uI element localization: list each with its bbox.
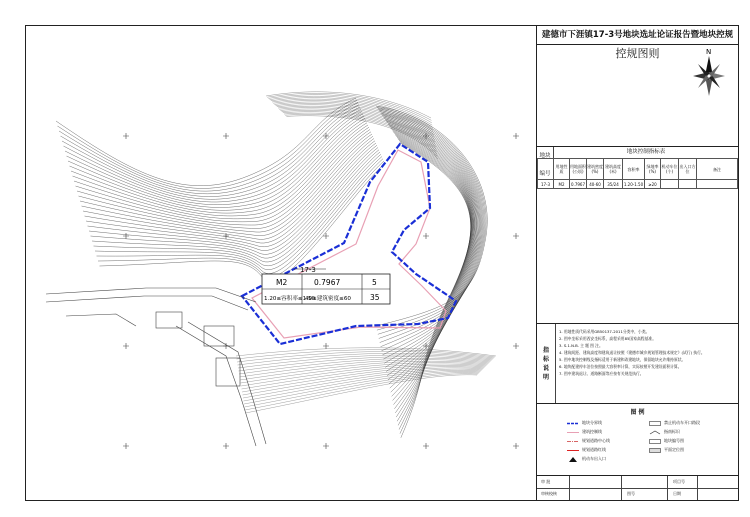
legend-item <box>567 420 602 426</box>
contour-lines <box>56 92 496 438</box>
header-cell: 容积率 <box>623 159 645 180</box>
note-item: 1. 用地性质代码采用GB50137-2011分类中，小类。 <box>559 329 650 334</box>
contour-line <box>246 375 478 413</box>
header-cell: 用地面积(公顷) <box>570 159 587 180</box>
header-cell: 出入口方位 <box>679 159 697 180</box>
block-index-box <box>262 274 390 304</box>
plan-position-symbol <box>649 448 661 453</box>
contour-line <box>244 371 480 404</box>
table-cell <box>661 180 679 189</box>
grid-cross <box>123 133 129 139</box>
date-label: 日期 <box>673 491 681 496</box>
notes-label-char: 标 <box>542 355 549 363</box>
svg-text:N: N <box>706 48 712 56</box>
table-cell: M2 <box>554 180 570 189</box>
table-cell: 35/24 <box>604 180 623 189</box>
legend-item <box>567 447 606 453</box>
approve-label: 审 批 <box>541 479 551 484</box>
grid-cross <box>513 133 519 139</box>
contour-line <box>82 136 374 235</box>
legend-label: 规划道路红线 <box>582 447 606 452</box>
contour-line <box>89 148 378 255</box>
roads-buildings <box>46 288 266 446</box>
signoff-divider <box>667 476 668 500</box>
legend-label: 机动车出入口 <box>582 456 606 461</box>
header-cell: 用地性质 <box>554 159 570 180</box>
contour-line <box>74 125 368 219</box>
legend-label: 地块分界线 <box>582 420 602 425</box>
note-item: 6. 地块配建停车泊位按照最大容积率计算，实际按照开发建设面积计算。 <box>559 364 682 369</box>
header-cell: 绿地率(%) <box>645 159 661 180</box>
contour-line <box>385 120 477 368</box>
contour-line <box>86 143 376 247</box>
signoff-divider <box>569 476 570 500</box>
note-item: 7. 图中建筑退让、道路断面等应按有关规范执行。 <box>559 371 644 376</box>
contour-line <box>244 370 482 401</box>
block-label-bottom: 编号 <box>539 171 551 177</box>
building-line-symbol <box>567 430 579 435</box>
north-arrow-icon <box>688 46 730 106</box>
legend-label: 指南标识 <box>664 429 680 434</box>
signoff-block <box>537 476 738 500</box>
topographic-map <box>26 26 535 500</box>
height-limit: 35 <box>370 293 380 302</box>
grid-cross <box>223 443 229 449</box>
block-boundary-symbol <box>567 421 579 426</box>
grid-cross <box>123 343 129 349</box>
legend-item <box>567 429 602 435</box>
header-cell: 建筑密度(%) <box>587 159 604 180</box>
grid-cross <box>323 343 329 349</box>
contour-line <box>393 132 472 404</box>
notes-label <box>537 324 556 403</box>
control-index-table <box>537 146 738 324</box>
contour-line <box>70 118 366 210</box>
contour-line <box>79 132 372 229</box>
control-table <box>537 158 738 189</box>
block-number-symbol <box>649 439 661 444</box>
contour-line <box>88 145 378 250</box>
far-range: 1.20≤容积率≤1.50 <box>264 296 316 302</box>
road-redline-symbol <box>567 448 579 453</box>
signoff-row <box>537 488 738 500</box>
grid-cross <box>123 443 129 449</box>
sheet-subtitle: 控规图则 <box>615 47 660 60</box>
notes-list <box>559 328 735 377</box>
area-value: 0.7967 <box>314 278 341 287</box>
grid-cross <box>323 233 329 239</box>
grid-cross <box>513 233 519 239</box>
drawing-sheet <box>25 25 739 501</box>
contour-line <box>240 360 490 377</box>
table-cell: 17-3 <box>538 180 554 189</box>
review-label: 审核校核 <box>541 491 557 496</box>
grid-cross <box>323 443 329 449</box>
legend-label: 地块编号图 <box>664 438 684 443</box>
land-use-code: M2 <box>276 278 288 287</box>
legend-item <box>567 438 610 444</box>
contour-line <box>383 117 479 359</box>
legend-label: 规划道路中心线 <box>582 438 610 443</box>
contour-line <box>245 374 478 410</box>
table-cell <box>697 180 738 189</box>
header-cell: 备注 <box>697 159 738 180</box>
contour-line <box>67 114 364 205</box>
legend-title: 图 例 <box>630 409 645 416</box>
floor-count: 5 <box>372 278 377 287</box>
no-opening-symbol <box>649 421 661 426</box>
sheet-title: 建德市下涯镇17-3号地块选址论证报告暨地块控规 <box>537 26 738 45</box>
contour-line <box>94 154 382 266</box>
legend-item <box>649 420 700 426</box>
grid-cross <box>123 233 129 239</box>
legend-label: 建筑控制线 <box>582 429 602 434</box>
guide-sign-icon <box>649 430 661 435</box>
legend-label: 平面定位图 <box>664 447 684 452</box>
title-panel <box>536 26 738 500</box>
header-cell: 机动车位(个) <box>661 159 679 180</box>
header-blank <box>538 159 554 180</box>
signoff-divider <box>697 476 698 500</box>
legend-label: 禁止机动车开口路段 <box>664 420 700 425</box>
contour-line <box>71 121 366 214</box>
road-centerline-symbol <box>567 439 579 444</box>
density-range: 40≤建筑密度≤60 <box>305 296 351 302</box>
contour-line <box>241 364 486 386</box>
table-cell: ≥20 <box>645 180 661 189</box>
index-notes <box>537 324 738 404</box>
grid-cross <box>513 443 519 449</box>
note-item: 5. 图中地块控制线及指标适用于新建和改建地块，保留地块允许维持原状。 <box>559 357 686 362</box>
table-cell: 0.7967 <box>571 181 585 187</box>
table-cell: 40-60 <box>587 180 604 189</box>
drawing-no-label: 图号 <box>627 491 635 496</box>
red-line-boundary <box>252 150 446 338</box>
grid-cross <box>423 443 429 449</box>
signoff-divider <box>621 476 622 500</box>
note-item: 2. 图中坐标采用西安坐标系，高程采用85国家高程基准。 <box>559 336 656 341</box>
vehicle-entrance-icon <box>567 457 579 462</box>
grid-cross <box>423 233 429 239</box>
note-item: 3. S.1.N.B. 主 题 图 注。 <box>559 343 603 348</box>
control-table-title: 地块控制指标表 <box>553 147 738 159</box>
project-no-label: 项目号 <box>673 479 685 484</box>
legend-item <box>567 456 606 462</box>
note-item: 4. 建筑间距、建筑高度和建筑退让按照《建德市城乡规划管理技术规定》(试行) 执行。 <box>559 350 705 355</box>
grid-cross <box>223 133 229 139</box>
map-area <box>26 26 535 500</box>
grid-cross <box>513 343 519 349</box>
block-id-label: 17-3 <box>300 266 316 274</box>
control-table-body <box>538 180 738 189</box>
legend-item <box>649 438 684 444</box>
table-row <box>538 180 738 189</box>
notes-label-char: 明 <box>542 373 549 381</box>
notes-label-char: 指 <box>542 346 549 354</box>
contour-line <box>68 116 364 208</box>
legend <box>537 404 738 476</box>
contour-line <box>277 105 435 140</box>
block-label-top: 地块 <box>539 153 551 159</box>
legend-item <box>649 429 680 435</box>
contour-line <box>381 113 482 347</box>
notes-label-char: 说 <box>542 364 549 372</box>
contour-line <box>380 112 483 343</box>
table-cell: 1.20-1.50 <box>623 181 644 187</box>
legend-item <box>649 447 684 453</box>
header-cell: 建筑高度(米) <box>604 159 623 180</box>
contour-line <box>65 112 362 203</box>
table-cell <box>679 180 697 189</box>
